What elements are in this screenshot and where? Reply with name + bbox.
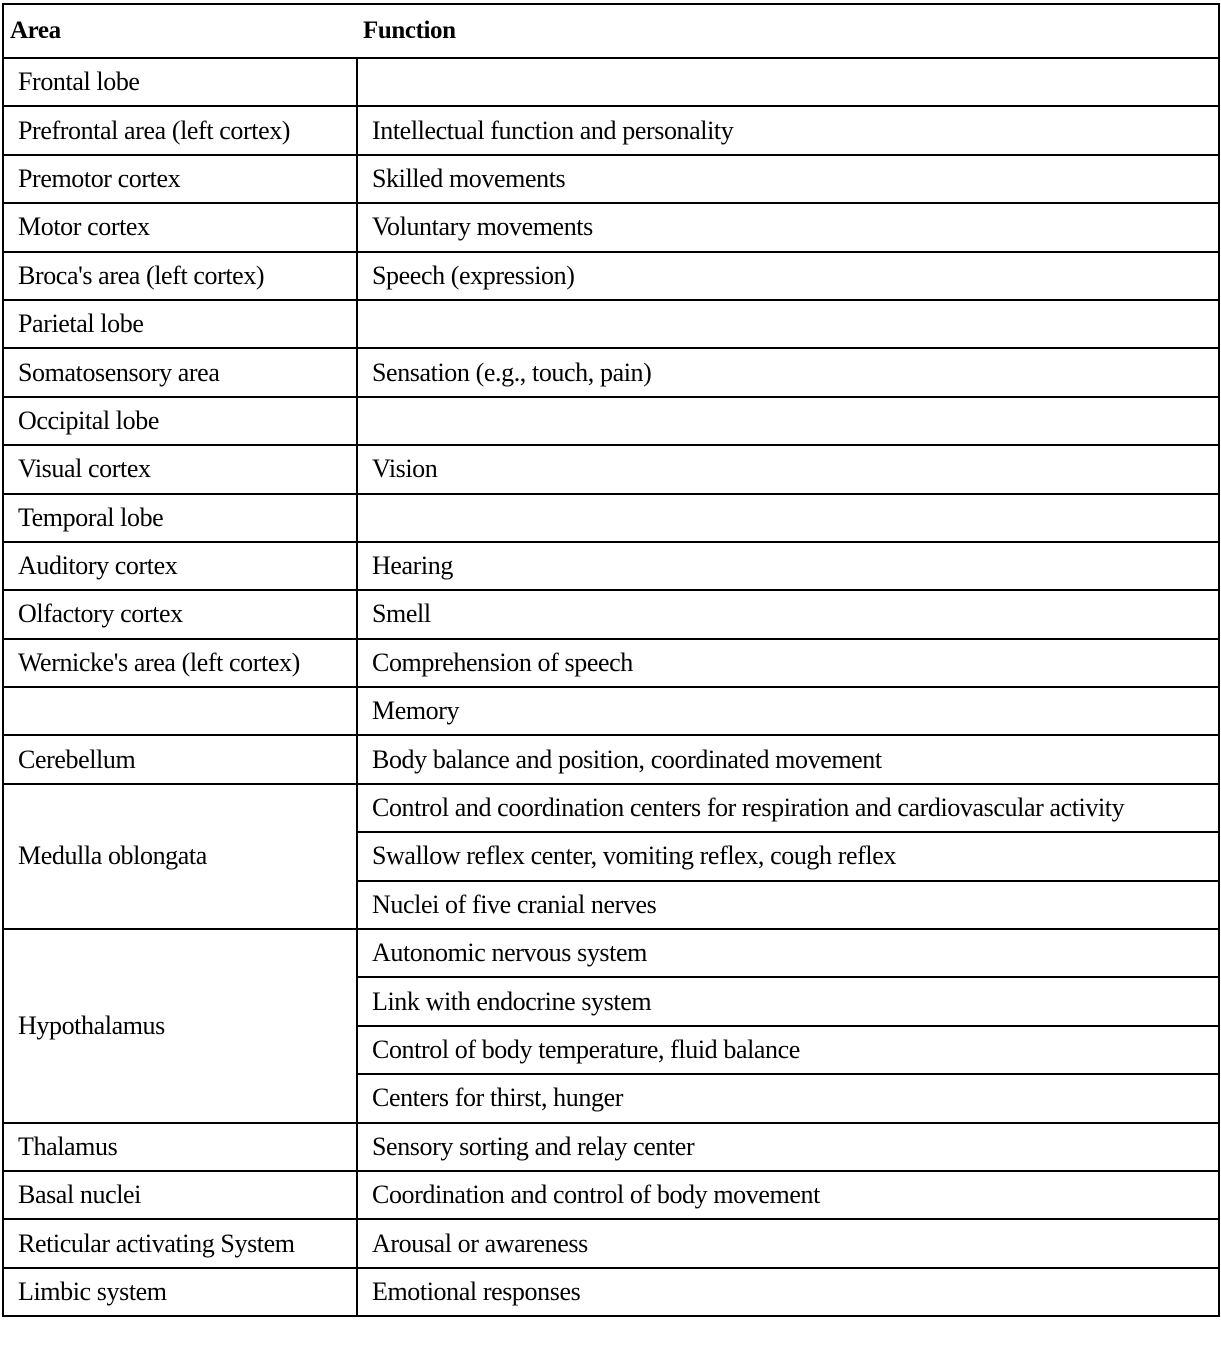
function-cell: Memory bbox=[357, 687, 1219, 735]
function-cell: Sensory sorting and relay center bbox=[357, 1123, 1219, 1171]
area-cell: Occipital lobe bbox=[3, 397, 357, 445]
table-row bbox=[3, 1268, 1219, 1316]
function-cell: Body balance and position, coordinated movement bbox=[357, 735, 1219, 783]
area-cell: Hypothalamus bbox=[3, 929, 357, 1123]
table-row bbox=[3, 155, 1219, 203]
function-cell: Link with endocrine system bbox=[357, 977, 1219, 1025]
table-row bbox=[3, 252, 1219, 300]
table-row bbox=[3, 735, 1219, 783]
function-cell: Coordination and control of body movement bbox=[357, 1171, 1219, 1219]
area-cell: Wernicke's area (left cortex) bbox=[3, 639, 357, 687]
area-cell: Cerebellum bbox=[3, 735, 357, 783]
function-cell: Smell bbox=[357, 590, 1219, 638]
area-cell: Thalamus bbox=[3, 1123, 357, 1171]
header-row bbox=[3, 4, 1219, 58]
function-cell: Nuclei of five cranial nerves bbox=[357, 881, 1219, 929]
function-cell: Autonomic nervous system bbox=[357, 929, 1219, 977]
table-row bbox=[3, 348, 1219, 396]
function-cell: Vision bbox=[357, 445, 1219, 493]
table-row bbox=[3, 58, 1219, 106]
function-cell: Emotional responses bbox=[357, 1268, 1219, 1316]
area-cell: Auditory cortex bbox=[3, 542, 357, 590]
area-cell: Prefrontal area (left cortex) bbox=[3, 106, 357, 154]
function-cell: Sensation (e.g., touch, pain) bbox=[357, 348, 1219, 396]
table-row bbox=[3, 590, 1219, 638]
function-cell: Centers for thirst, hunger bbox=[357, 1074, 1219, 1122]
table-row bbox=[3, 106, 1219, 154]
function-cell: Control and coordination centers for respiration and cardiovascular activity bbox=[357, 784, 1219, 832]
area-cell: Broca's area (left cortex) bbox=[3, 252, 357, 300]
brain-areas-table bbox=[2, 3, 1220, 1317]
area-cell: Visual cortex bbox=[3, 445, 357, 493]
area-cell bbox=[3, 687, 357, 735]
table-row bbox=[3, 445, 1219, 493]
area-cell: Premotor cortex bbox=[3, 155, 357, 203]
table-row bbox=[3, 1219, 1219, 1267]
table-row bbox=[3, 1171, 1219, 1219]
area-cell: Reticular activating System bbox=[3, 1219, 357, 1267]
table-row bbox=[3, 929, 1219, 977]
table-row bbox=[3, 203, 1219, 251]
column-header-area: Area bbox=[3, 4, 357, 58]
function-cell: Arousal or awareness bbox=[357, 1219, 1219, 1267]
table-row bbox=[3, 1123, 1219, 1171]
function-cell: Voluntary movements bbox=[357, 203, 1219, 251]
column-header-function: Function bbox=[357, 4, 1219, 58]
area-cell: Olfactory cortex bbox=[3, 590, 357, 638]
function-cell: Intellectual function and personality bbox=[357, 106, 1219, 154]
table-row bbox=[3, 687, 1219, 735]
area-cell: Limbic system bbox=[3, 1268, 357, 1316]
table-row bbox=[3, 494, 1219, 542]
function-cell bbox=[357, 494, 1219, 542]
function-cell: Comprehension of speech bbox=[357, 639, 1219, 687]
table-row bbox=[3, 639, 1219, 687]
table-row bbox=[3, 300, 1219, 348]
function-cell: Speech (expression) bbox=[357, 252, 1219, 300]
area-cell: Parietal lobe bbox=[3, 300, 357, 348]
area-cell: Frontal lobe bbox=[3, 58, 357, 106]
table-row bbox=[3, 784, 1219, 832]
area-cell: Somatosensory area bbox=[3, 348, 357, 396]
function-cell: Swallow reflex center, vomiting reflex, cough reflex bbox=[357, 832, 1219, 880]
table-row bbox=[3, 397, 1219, 445]
area-cell: Medulla oblongata bbox=[3, 784, 357, 929]
function-cell: Hearing bbox=[357, 542, 1219, 590]
function-cell bbox=[357, 397, 1219, 445]
function-cell: Control of body temperature, fluid balance bbox=[357, 1026, 1219, 1074]
table-row bbox=[3, 542, 1219, 590]
area-cell: Motor cortex bbox=[3, 203, 357, 251]
function-cell: Skilled movements bbox=[357, 155, 1219, 203]
function-cell bbox=[357, 300, 1219, 348]
area-cell: Temporal lobe bbox=[3, 494, 357, 542]
function-cell bbox=[357, 58, 1219, 106]
area-cell: Basal nuclei bbox=[3, 1171, 357, 1219]
